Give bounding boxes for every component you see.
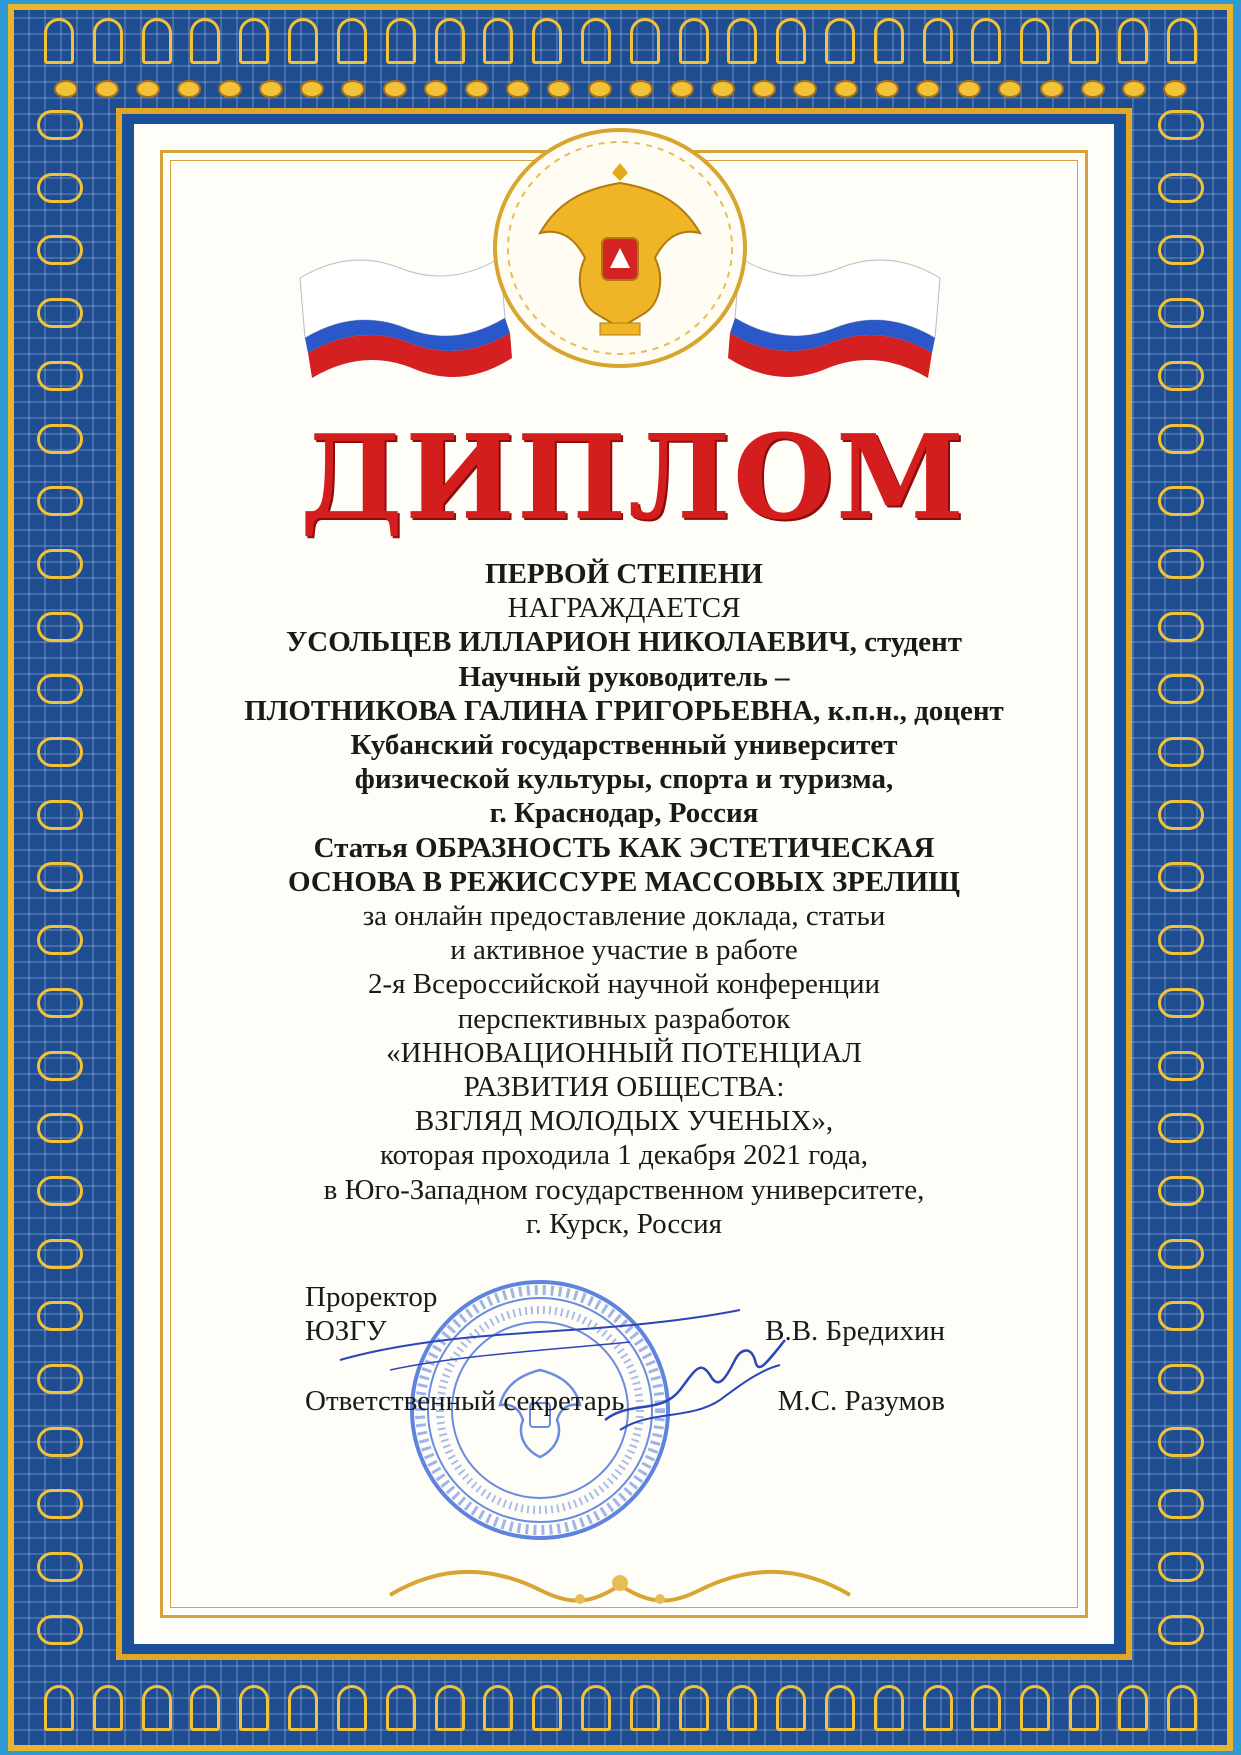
university-line-1: Кубанский государственный университет: [350, 729, 898, 762]
reason-line-2: и активное участие в работе: [450, 934, 798, 967]
recipient-role: , студент: [849, 626, 962, 659]
signatory-name-2: М.С. Разумов: [777, 1385, 945, 1417]
conference-name-line-1: «ИННОВАЦИОННЫЙ ПОТЕНЦИАЛ: [386, 1036, 862, 1069]
university-line-2: физической культуры, спорта и туризма,: [354, 763, 894, 796]
bottom-scroll-ornament-icon: [380, 1555, 860, 1615]
conference-line-1: 2-я Всероссийской научной конференции: [368, 968, 880, 1001]
conference-name-line-2: РАЗВИТИЯ ОБЩЕСТВА:: [463, 1071, 785, 1104]
supervisor-label: Научный руководитель –: [458, 660, 790, 693]
article-title-part-1: ОБРАЗНОСТЬ КАК ЭСТЕТИЧЕСКАЯ: [415, 831, 935, 864]
conference-line-2: перспективных разработок: [457, 1002, 791, 1035]
awarded-line: НАГРАЖДАЕТСЯ: [507, 592, 741, 625]
degree-line: ПЕРВОЙ СТЕПЕНИ: [485, 558, 763, 590]
top-arch-ornament: [44, 18, 1197, 70]
right-side-ornament: [1155, 110, 1207, 1645]
article-title-line-1: [170, 831, 1078, 865]
university-city: г. Краснодар, Россия: [489, 797, 759, 830]
signatory-role-1-line-2: ЮЗГУ: [305, 1315, 387, 1347]
venue-city: г. Курск, Россия: [526, 1207, 722, 1240]
reason-line-1: за онлайн предоставление доклада, статьи: [362, 900, 886, 933]
signatory-role-2: Ответственный секретарь: [305, 1385, 625, 1417]
recipient-line: [170, 625, 1078, 659]
supervisor-name: ПЛОТНИКОВА ГАЛИНА ГРИГОРЬЕВНА, к.п.н., доцент: [244, 694, 1004, 727]
date-line: которая проходила 1 декабря 2021 года,: [380, 1139, 868, 1172]
bottom-arch-ornament: [44, 1685, 1197, 1737]
signatory-name-1: В.В. Бредихин: [765, 1315, 945, 1347]
conference-name-line-3: ВЗГЛЯД МОЛОДЫХ УЧЕНЫХ»,: [414, 1105, 834, 1138]
article-title-line-2: ОСНОВА В РЕЖИССУРЕ МАССОВЫХ ЗРЕЛИЩ: [288, 865, 960, 898]
recipient-name: УСОЛЬЦЕВ ИЛЛАРИОН НИКОЛАЕВИЧ: [286, 626, 850, 659]
article-prefix: Статья: [313, 831, 416, 864]
venue-line: в Юго-Западном государственном университете,: [323, 1173, 925, 1206]
award-text-block: [170, 557, 1078, 1241]
signatory-role-1-line-1: Проректор: [305, 1281, 438, 1313]
diploma-title: ДИПЛОМ: [300, 410, 967, 546]
coat-of-arms-with-flags-icon: [290, 128, 950, 418]
top-bead-ornament: [54, 80, 1187, 98]
left-side-ornament: [34, 110, 86, 1645]
